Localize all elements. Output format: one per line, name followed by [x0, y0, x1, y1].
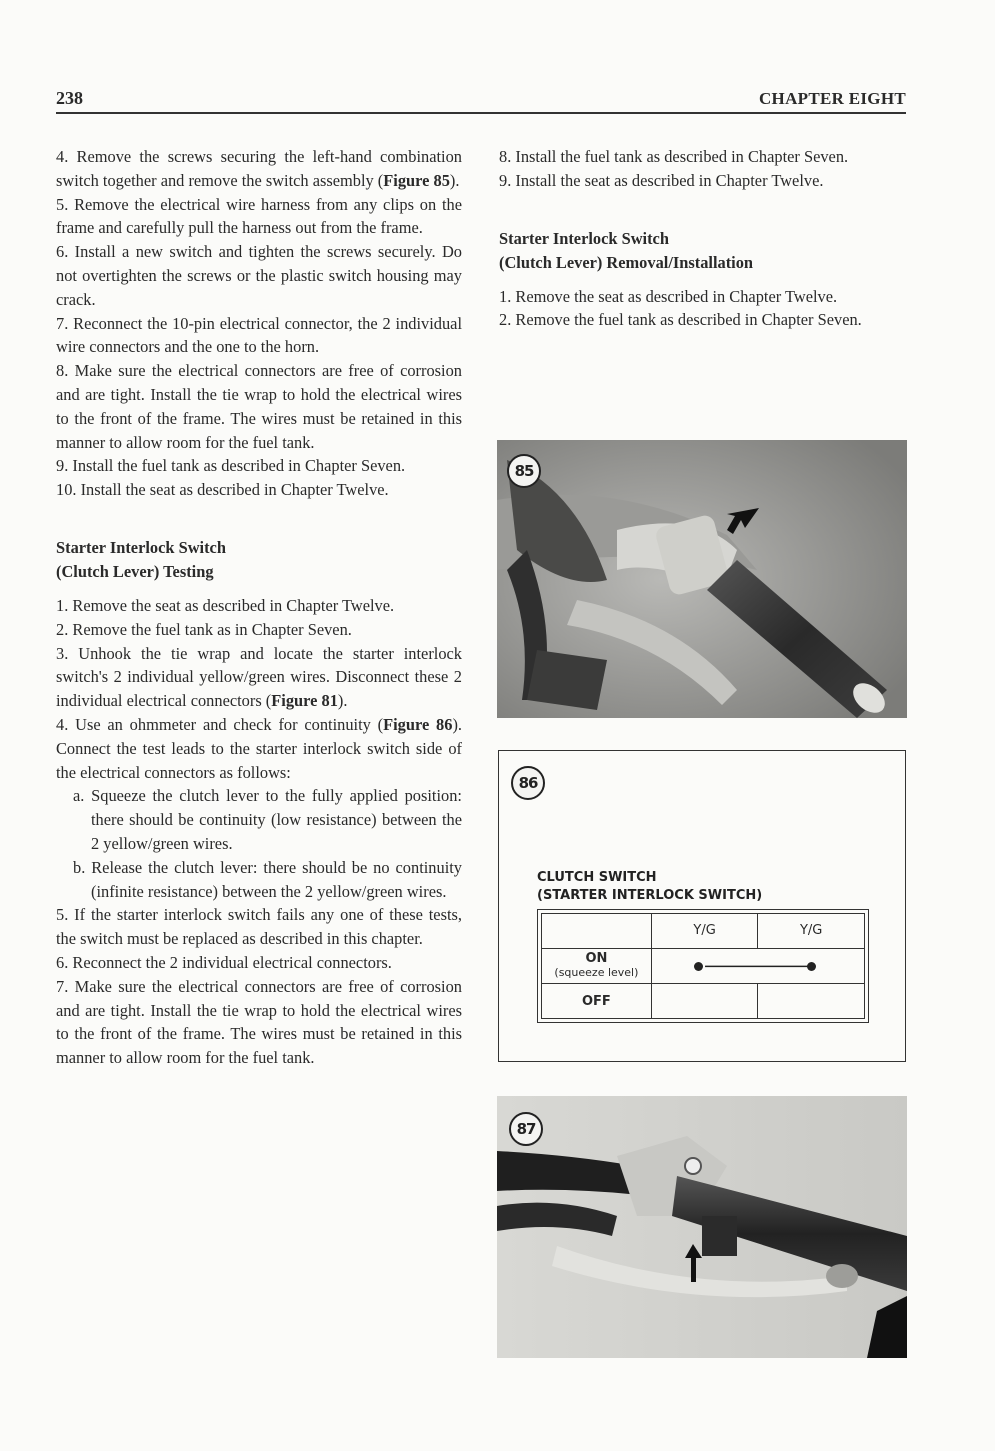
- step-paragraph: 4. Use an ohmmeter and check for continuity (Figure 86). Connect the test leads to the starter interlock switch side of the electrical connectors as follows:: [56, 714, 463, 782]
- step-paragraph: 8. Install the fuel tank as described in Chapter Seven.: [499, 147, 849, 166]
- figure-label: 85: [507, 454, 541, 488]
- step-paragraph: 2. Remove the fuel tank as described in Chapter Seven.: [499, 310, 862, 330]
- page-number: 238: [56, 88, 83, 108]
- continuity-cell: [651, 948, 864, 984]
- step-paragraph: 8. Make sure the electrical connectors are free of corrosion and are tight. Install the tie wrap to hold the electrical wires to the front of the frame. The wires must be retained in this manner to allow room for the fuel tank.: [56, 361, 462, 452]
- clutch-switch-photo: [497, 1096, 907, 1358]
- chapter-title: CHAPTER EIGHT: [758, 89, 906, 108]
- section-heading: Starter Interlock Switch: [56, 537, 226, 557]
- step-paragraph: 1. Remove the seat as described in Chapter Twelve.: [499, 286, 838, 306]
- column-header: Y/G: [758, 914, 865, 949]
- step-paragraph: 6. Install a new switch and tighten the screws securely. Do not overtighten the screws or the plastic switch housing may crack.: [56, 242, 462, 309]
- step-paragraph: 2. Remove the fuel tank as in Chapter Seven.: [56, 619, 352, 639]
- step-paragraph: 3. Unhook the tie wrap and locate the starter interlock switch's 2 individual yellow/green wires. Disconnect these 2 individual electrical connectors (Figure 81).: [56, 643, 462, 711]
- column-header: Y/G: [651, 914, 758, 949]
- figure-85-photo: [497, 440, 907, 718]
- page-header: [56, 86, 906, 114]
- connection-dot: [807, 962, 816, 971]
- diagram-title: CLUTCH SWITCH (STARTER INTERLOCK SWITCH): [537, 870, 763, 903]
- left-column: [56, 145, 462, 1070]
- continuity-line-icon: [652, 949, 864, 984]
- step-paragraph: 4. Remove the screws securing the left-hand combination switch together and remove the switch assembly (Figure 85).: [56, 147, 462, 190]
- section-heading-sub: (Clutch Lever) Removal/Installation: [499, 252, 754, 272]
- step-paragraph: 5. Remove the electrical wire harness from any clips on the frame and carefully pull the harness out from the frame.: [56, 194, 462, 238]
- sub-step: b. Release the clutch lever: there should be no continuity (infinite resistance) between the 2 yellow/green wires.: [73, 857, 462, 901]
- section-heading-sub: (Clutch Lever) Testing: [56, 561, 214, 581]
- step-paragraph: 10. Install the seat as described in Chapter Twelve.: [56, 480, 389, 500]
- row-label-on: ON (squeeze level): [542, 948, 652, 984]
- section-heading: Starter Interlock Switch: [499, 228, 669, 248]
- right-column: [499, 145, 905, 332]
- step-paragraph: 9. Install the fuel tank as described in Chapter Seven.: [56, 456, 406, 476]
- continuity-table: [537, 909, 869, 1023]
- step-paragraph: 1. Remove the seat as described in Chapter Twelve.: [56, 595, 395, 615]
- step-paragraph: 6. Reconnect the 2 individual electrical connectors.: [56, 952, 392, 972]
- sub-step: a. Squeeze the clutch lever to the fully applied position: there should be continuity (low resistance) between the 2 yellow/green wires.: [73, 786, 462, 853]
- row-label-off: OFF: [542, 984, 652, 1019]
- step-paragraph: 9. Install the seat as described in Chapter Twelve.: [499, 170, 824, 190]
- step-paragraph: 7. Reconnect the 10-pin electrical connector, the 2 individual wire connectors and the one to the horn.: [56, 313, 462, 357]
- figure-label: 87: [509, 1112, 543, 1146]
- step-paragraph: 5. If the starter interlock switch fails any one of these tests, the switch must be replaced as described in this chapter.: [56, 905, 462, 949]
- figure-86-diagram: [498, 750, 906, 1062]
- figure-label: 86: [511, 766, 545, 800]
- figure-87-photo: [497, 1096, 907, 1358]
- clutch-lever-photo: [497, 440, 907, 718]
- step-paragraph: 7. Make sure the electrical connectors are free of corrosion and are tight. Install the tie wrap to hold the electrical wires to the front of the frame. The wires must be retained in this manner to allow room for the fuel tank.: [56, 976, 462, 1068]
